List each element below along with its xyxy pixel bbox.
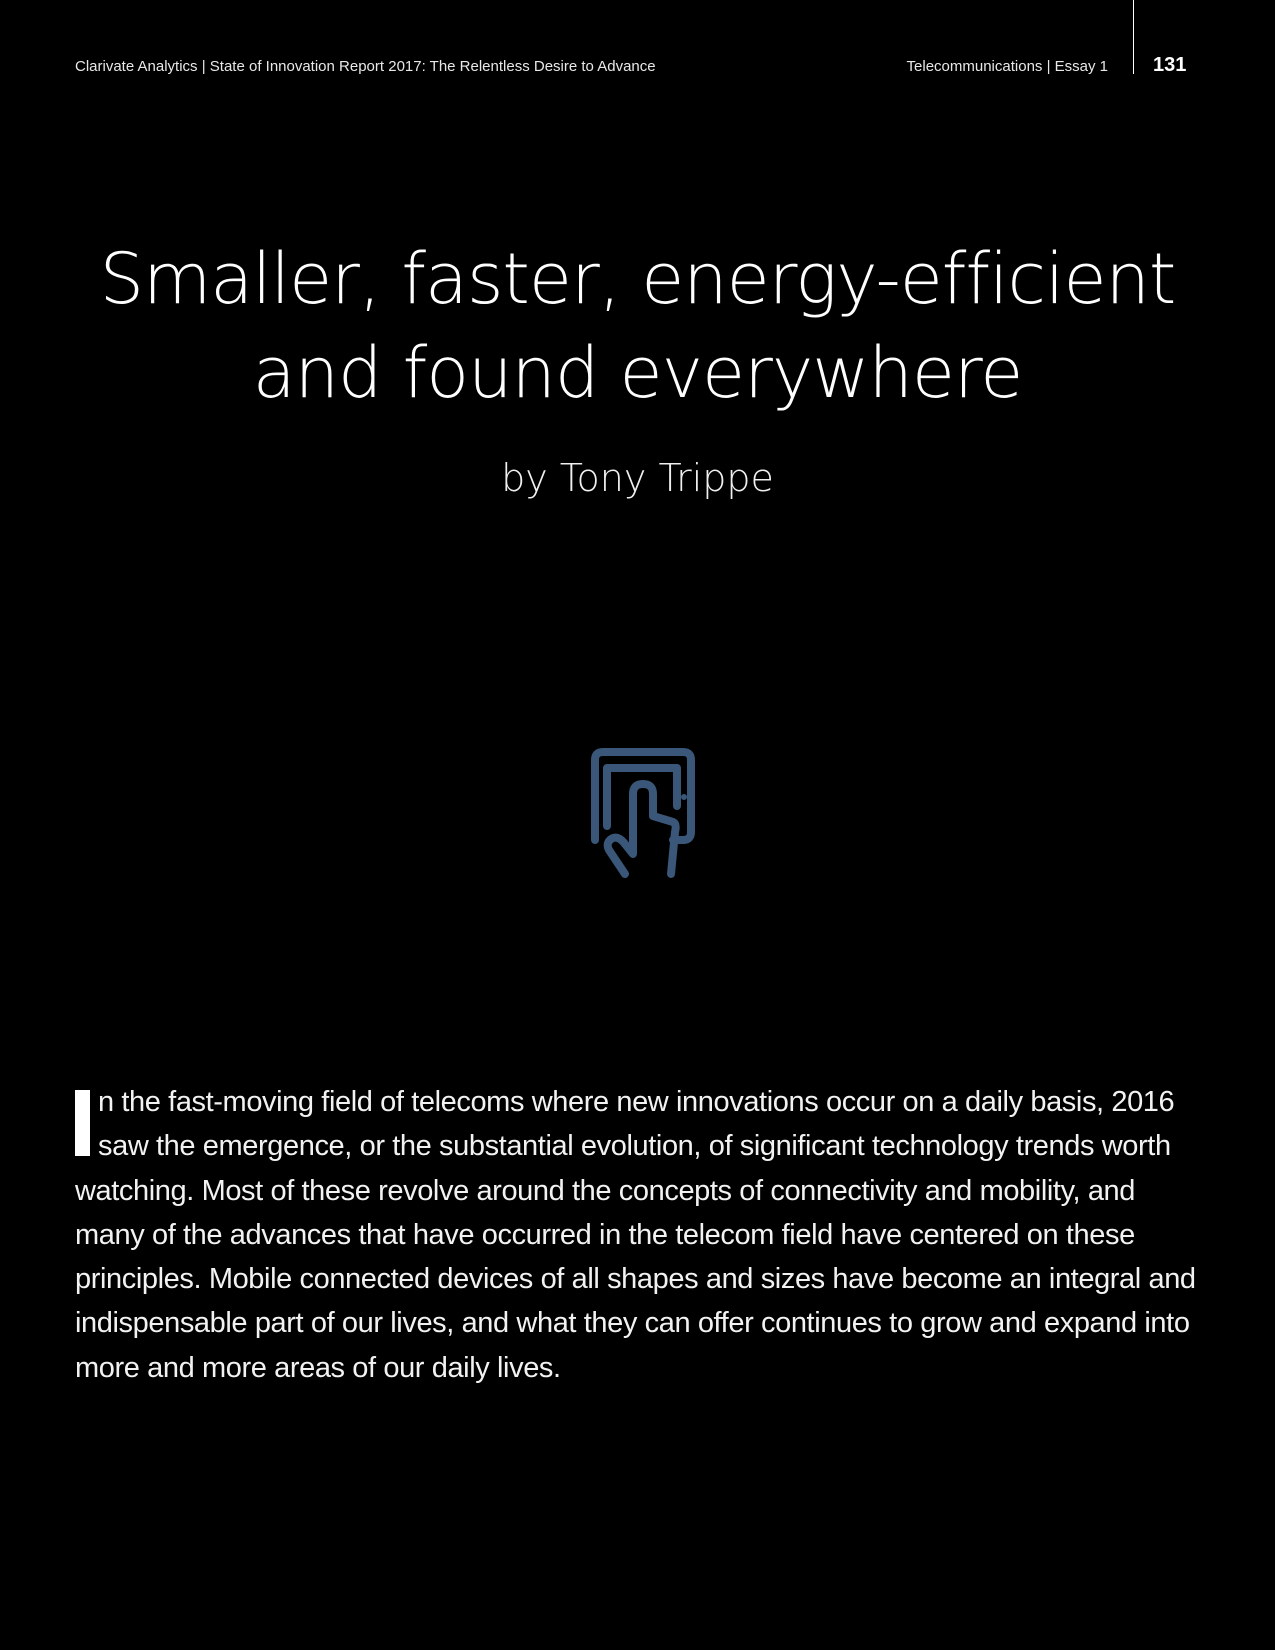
drop-cap xyxy=(75,1090,90,1156)
article-title-line-2: and found everywhere xyxy=(252,332,1023,414)
page-number: 131 xyxy=(1153,54,1187,76)
intro-text: n the fast-moving field of telecoms where new innovations occur on a daily basis, 2016 saw the emergence, or the substantial evolution, of significant technology trends worth watching. Most of these revolve around the concepts of connectivity and mobility, and many of the advances that have occurred in the telecom field have centered on these principles. Mobile connected devices of all shapes and sizes have become an integral and indispensable part of our lives, and what they can offer continues to grow and expand into more and more areas of our daily lives. xyxy=(75,1086,1196,1384)
tablet-touch-icon xyxy=(573,748,703,878)
article-title-line-1: Smaller, faster, energy-efficient xyxy=(99,238,1176,320)
section-label: Telecommunications | Essay 1 xyxy=(906,58,1108,75)
byline: by Tony Trippe xyxy=(501,456,774,500)
intro-paragraph xyxy=(75,1080,1205,1390)
header-divider xyxy=(1133,0,1134,74)
running-header: Clarivate Analytics | State of Innovation Report 2017: The Relentless Desire to Advance xyxy=(75,58,656,75)
article-title xyxy=(0,232,1275,420)
